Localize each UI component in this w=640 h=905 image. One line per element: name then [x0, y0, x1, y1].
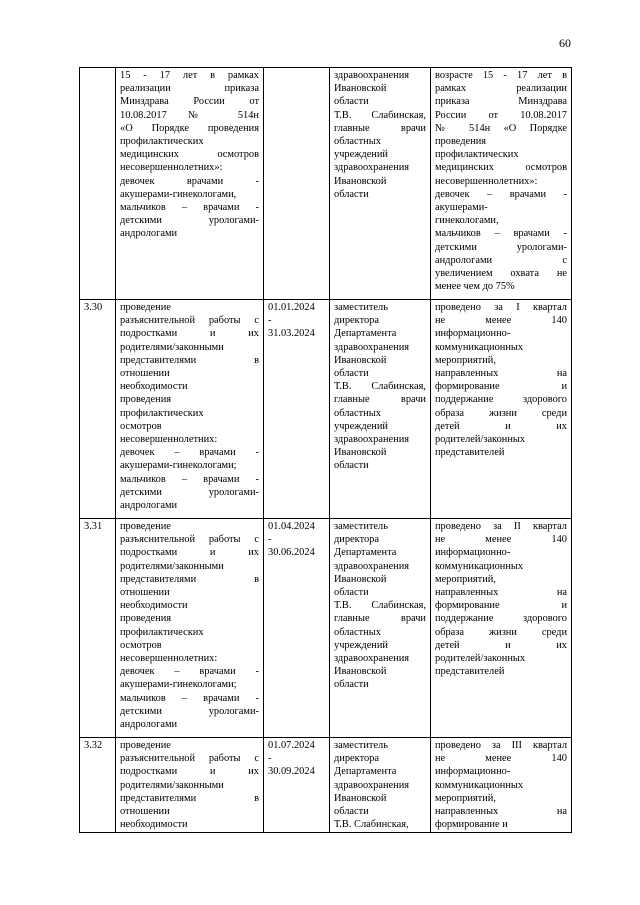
responsible-text-line: области [334, 460, 369, 472]
action-text-line: родителями/законными [120, 560, 224, 572]
action-text-line: родителями/законными [120, 341, 224, 353]
responsible-text-line: Ивановской [334, 83, 387, 95]
responsible-text-line: областных [334, 136, 381, 148]
action-text-line: несовершеннолетних»: [120, 162, 223, 174]
action-text-line: профилактических [120, 136, 204, 148]
responsible-text-cell [330, 738, 431, 833]
action-text-line: мальчиков – врачами - [120, 202, 259, 214]
action-text-line: профилактических [120, 626, 204, 638]
action-text-line: детскими урологами- [120, 215, 259, 227]
action-text-line: осмотров [120, 639, 162, 651]
result-text-line: не менее 140 [435, 534, 567, 546]
action-text-line: андрологами [120, 500, 178, 512]
result-text-line: медицинских осмотров [435, 162, 567, 174]
result-text-line: формирование и [435, 600, 567, 612]
responsible-text-line: Т.В. Слабинская, [334, 381, 426, 393]
responsible-text-line: областных [334, 626, 381, 638]
result-text-line: детскими урологами- [435, 241, 567, 253]
action-text-cell [116, 738, 264, 833]
responsible-text-line: заместитель [334, 740, 388, 751]
action-text-line: 15 - 17 лет в рамках [120, 70, 259, 81]
action-text-line: девочек врачами - [120, 175, 259, 187]
action-text-line: реализации приказа [120, 83, 259, 95]
action-text-line: разъяснительной работы с [120, 315, 259, 327]
result-text-line: рамках реализации [435, 83, 567, 95]
result-text-cell [431, 519, 572, 738]
action-text-line: несовершеннолетних: [120, 434, 218, 446]
action-text-line: акушерами-гинекологами; [120, 460, 237, 472]
responsible-text-line: главные врачи [334, 394, 426, 406]
action-text-line: разъяснительной работы с [120, 753, 259, 765]
responsible-text-line: Департамента [334, 547, 397, 559]
responsible-text-cell [330, 300, 431, 519]
action-text-line: андрологами [120, 228, 178, 240]
date-start: 01.01.2024 [268, 302, 315, 313]
responsible-text-line: учреждений [334, 639, 388, 651]
result-text-line: поддержание здорового [435, 613, 567, 625]
responsible-text-line: области [334, 679, 369, 691]
row-number-cell [80, 519, 116, 738]
date-start: 01.04.2024 [268, 521, 315, 532]
action-text-line: отношении [120, 368, 170, 380]
action-text-line: несовершеннолетних: [120, 653, 218, 665]
row-number: 3.30 [84, 302, 103, 313]
responsible-text-line: Т.В. Слабинская, [334, 109, 426, 121]
responsible-text-cell [330, 68, 431, 300]
action-text-line: проведение [120, 302, 171, 313]
result-text-line: информационно- [435, 547, 511, 559]
responsible-text-line: Ивановской [334, 354, 387, 366]
responsible-text-line: здравоохранения [334, 560, 410, 572]
result-text-line: гинекологами, [435, 215, 499, 227]
page-number: 60 [559, 36, 571, 50]
action-text-line: подростками и их [120, 766, 259, 778]
result-text-line: проведения [435, 136, 487, 148]
responsible-text-line: области [334, 96, 369, 108]
result-text-cell [431, 300, 572, 519]
date-end: 31.03.2024 [268, 328, 315, 340]
row-number: 3.32 [84, 740, 103, 751]
responsible-text-line: области [334, 188, 369, 200]
responsible-text-line: директора [334, 753, 379, 765]
responsible-text-line: Т.В. Слабинская, [334, 819, 409, 831]
responsible-text-line: Ивановской [334, 573, 387, 585]
action-text-line: осмотров [120, 420, 162, 432]
result-text-line: образа жизни среди [435, 626, 567, 638]
responsible-text-line: областных [334, 407, 381, 419]
action-text-line: «О Порядке проведения [120, 122, 259, 134]
responsible-text-line: области [334, 806, 369, 818]
action-text-cell [116, 300, 264, 519]
date-start: 01.07.2024 [268, 740, 315, 751]
row-number-cell [80, 300, 116, 519]
result-text-line: информационно- [435, 328, 511, 340]
responsible-text-line: директора [334, 315, 379, 327]
result-text-line: коммуникационных [435, 341, 524, 353]
responsible-text-line: здравоохранения [334, 434, 410, 446]
result-text-line: представителей [435, 666, 505, 678]
date-range-cell [264, 519, 330, 738]
result-text-line: коммуникационных [435, 779, 524, 791]
row-number: 3.31 [84, 521, 103, 532]
result-text-line: несовершеннолетних»: [435, 175, 538, 187]
responsible-text-line: Ивановской [334, 175, 387, 187]
responsible-text-line: учреждений [334, 149, 388, 161]
action-text-line: мальчиков – врачами - [120, 473, 259, 485]
responsible-text-line: Т.В. Слабинская, [334, 600, 426, 612]
result-text-line: родителей/законных [435, 653, 526, 665]
result-text-line: детей и их [435, 639, 567, 651]
responsible-text-line: здравоохранения [334, 341, 410, 353]
action-text-line: проведения [120, 613, 172, 625]
action-text-line: Минздрава России от [120, 96, 259, 108]
action-text-line: проведения [120, 394, 172, 406]
responsible-text-line: Ивановской [334, 792, 387, 804]
result-text-line: не менее 140 [435, 315, 567, 327]
action-text-line: девочек – врачами - [120, 447, 259, 459]
action-text-line: девочек – врачами - [120, 666, 259, 678]
row-number-cell [80, 68, 116, 300]
result-text-line: образа жизни среди [435, 407, 567, 419]
action-text-line: родителями/законными [120, 779, 224, 791]
result-text-line: формирование и [435, 381, 567, 393]
plan-table-body [80, 68, 572, 833]
result-text-line: проведено за III квартал [435, 740, 567, 751]
action-text-line: необходимости [120, 819, 188, 831]
action-text-line: подростками и их [120, 547, 259, 559]
result-text-line: профилактических [435, 149, 519, 161]
action-text-line: необходимости [120, 600, 188, 612]
action-text-line: представителями в [120, 354, 259, 366]
responsible-text-line: здравоохранения [334, 162, 410, 174]
responsible-text-line: главные врачи [334, 613, 426, 625]
action-text-line: акушерами-гинекологами; [120, 679, 237, 691]
table-row [80, 738, 572, 833]
responsible-text-line: заместитель [334, 302, 388, 313]
date-range-cell [264, 68, 330, 300]
result-text-line: проведено за I квартал [435, 302, 567, 313]
action-text-line: необходимости [120, 381, 188, 393]
result-text-line: направленных на [435, 368, 567, 380]
responsible-text-line: директора [334, 534, 379, 546]
action-text-cell [116, 68, 264, 300]
result-text-line: поддержание здорового [435, 394, 567, 406]
date-dash: - [268, 753, 272, 765]
result-text-line: проведено за II квартал [435, 521, 567, 532]
result-text-line: мероприятий, [435, 354, 496, 366]
row-number-cell [80, 738, 116, 833]
action-text-line: проведение [120, 521, 171, 532]
action-text-line: детскими урологами- [120, 705, 259, 717]
result-text-line: направленных на [435, 587, 567, 599]
responsible-text-line: области [334, 368, 369, 380]
action-text-line: подростками и их [120, 328, 259, 340]
action-text-line: детскими урологами- [120, 486, 259, 498]
result-text-cell [431, 738, 572, 833]
date-end: 30.09.2024 [268, 766, 315, 778]
result-text-line: девочек – врачами - [435, 188, 567, 200]
result-text-line: информационно- [435, 766, 511, 778]
responsible-text-line: Ивановской [334, 666, 387, 678]
action-text-line: 10.08.2017 № 514н [120, 109, 259, 121]
result-text-line: менее чем до 75% [435, 281, 515, 293]
responsible-text-line: здравоохранения [334, 70, 410, 81]
responsible-text-line: главные врачи [334, 122, 426, 134]
action-text-line: мальчиков – врачами - [120, 692, 259, 704]
date-dash: - [268, 315, 272, 327]
responsible-text-line: Департамента [334, 328, 397, 340]
date-end: 30.06.2024 [268, 547, 315, 559]
result-text-line: родителей/законных [435, 434, 526, 446]
result-text-line: возрасте 15 - 17 лет в [435, 70, 567, 81]
result-text-line: представителей [435, 447, 505, 459]
responsible-text-line: Ивановской [334, 447, 387, 459]
result-text-line: детей и их [435, 420, 567, 432]
responsible-text-line: Департамента [334, 766, 397, 778]
result-text-line: приказа Минздрава [435, 96, 567, 108]
result-text-line: андрологами с [435, 254, 567, 266]
responsible-text-line: области [334, 587, 369, 599]
result-text-line: направленных на [435, 806, 567, 818]
result-text-line: формирование и [435, 819, 508, 831]
action-text-line: представителями в [120, 792, 259, 804]
date-range-cell [264, 738, 330, 833]
result-text-line: мероприятий, [435, 573, 496, 585]
table-row [80, 68, 572, 300]
plan-table [79, 67, 572, 833]
action-text-line: медицинских осмотров [120, 149, 259, 161]
table-row [80, 300, 572, 519]
result-text-line: № 514н «О Порядке [435, 122, 567, 134]
action-text-line: проведение [120, 740, 171, 751]
responsible-text-line: заместитель [334, 521, 388, 532]
result-text-line: России от 10.08.2017 [435, 109, 567, 121]
table-row [80, 519, 572, 738]
responsible-text-line: учреждений [334, 420, 388, 432]
action-text-line: андрологами [120, 719, 178, 731]
date-dash: - [268, 534, 272, 546]
action-text-line: разъяснительной работы с [120, 534, 259, 546]
result-text-line: коммуникационных [435, 560, 524, 572]
action-text-cell [116, 519, 264, 738]
result-text-line: мероприятий, [435, 792, 496, 804]
result-text-line: акушерами- [435, 202, 488, 214]
responsible-text-line: здравоохранения [334, 653, 410, 665]
responsible-text-line: здравоохранения [334, 779, 410, 791]
date-range-cell [264, 300, 330, 519]
action-text-line: отношении [120, 806, 170, 818]
action-text-line: отношении [120, 587, 170, 599]
action-text-line: профилактических [120, 407, 204, 419]
result-text-cell [431, 68, 572, 300]
result-text-line: мальчиков – врачами - [435, 228, 567, 240]
action-text-line: акушерами-гинекологами, [120, 188, 237, 200]
result-text-line: не менее 140 [435, 753, 567, 765]
result-text-line: увеличением охвата не [435, 268, 567, 280]
action-text-line: представителями в [120, 573, 259, 585]
responsible-text-cell [330, 519, 431, 738]
